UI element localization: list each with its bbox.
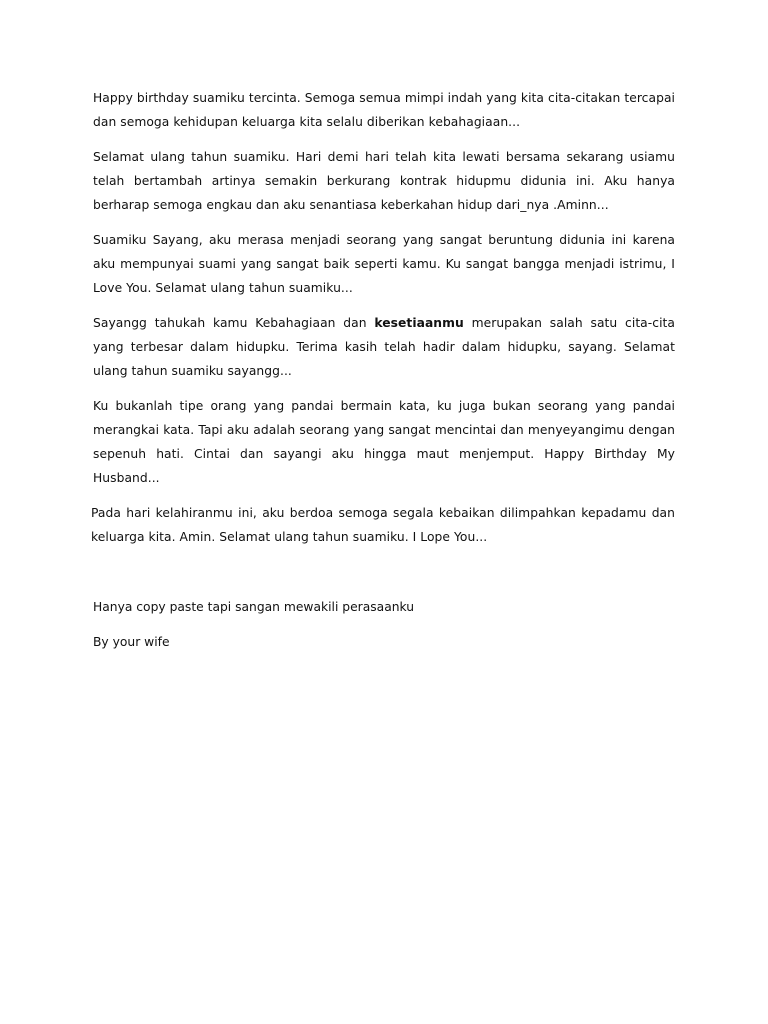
paragraph-suamiku-sayang: Suamiku Sayang, aku merasa menjadi seorang yang sangat beruntung didunia ini karena aku mempunyai suami yang sangat baik seperti kamu. Ku sangat bangga menjadi istrimu, I Love You. Selamat ulang tahun suamiku... <box>93 233 675 295</box>
document-body <box>93 86 675 665</box>
paragraph-bukan-pandai-kata: Ku bukanlah tipe orang yang pandai bermain kata, ku juga bukan seorang yang pandai merangkai kata. Tapi aku adalah seorang yang sangat mencintai dan menyeyangimu dengan sepenuh hati. Cintai dan sayangi aku hingga maut menjemput. Happy Birthday My Husband... <box>93 399 675 485</box>
paragraph-kesetiaan-before: Sayangg tahukah kamu Kebahagiaan dan <box>93 316 375 330</box>
paragraph-selamat-ulang-tahun: Selamat ulang tahun suamiku. Hari demi hari telah kita lewati bersama sekarang usiamu telah bertambah artinya semakin berkurang kontrak hidupmu didunia ini. Aku hanya berharap semoga engkau dan aku senantiasa keberkahan hidup dari_nya .Aminn... <box>93 150 675 212</box>
closing-note: Hanya copy paste tapi sangan mewakili perasaanku <box>93 600 415 614</box>
signature-line: By your wife <box>93 635 170 649</box>
paragraph-doa-kelahiran: Pada hari kelahiranmu ini, aku berdoa semoga segala kebaikan dilimpahkan kepadamu dan keluarga kita. Amin. Selamat ulang tahun suamiku. I Lope You... <box>91 506 675 544</box>
paragraph-birthday-wish: Happy birthday suamiku tercinta. Semoga semua mimpi indah yang kita cita-citakan tercapai dan semoga kehidupan keluarga kita selalu diberikan kebahagiaan... <box>93 91 675 129</box>
paragraph-kesetiaan <box>93 311 675 383</box>
bold-word-kesetiaanmu: kesetiaanmu <box>374 316 464 330</box>
paragraph-kesetiaan-after: merupakan salah satu cita-cita yang terbesar dalam hidupku. Terima kasih telah hadir dalam hidupku, sayang. Selamat ulang tahun suamiku sayangg... <box>93 316 675 378</box>
blank-line-spacer <box>93 560 675 595</box>
